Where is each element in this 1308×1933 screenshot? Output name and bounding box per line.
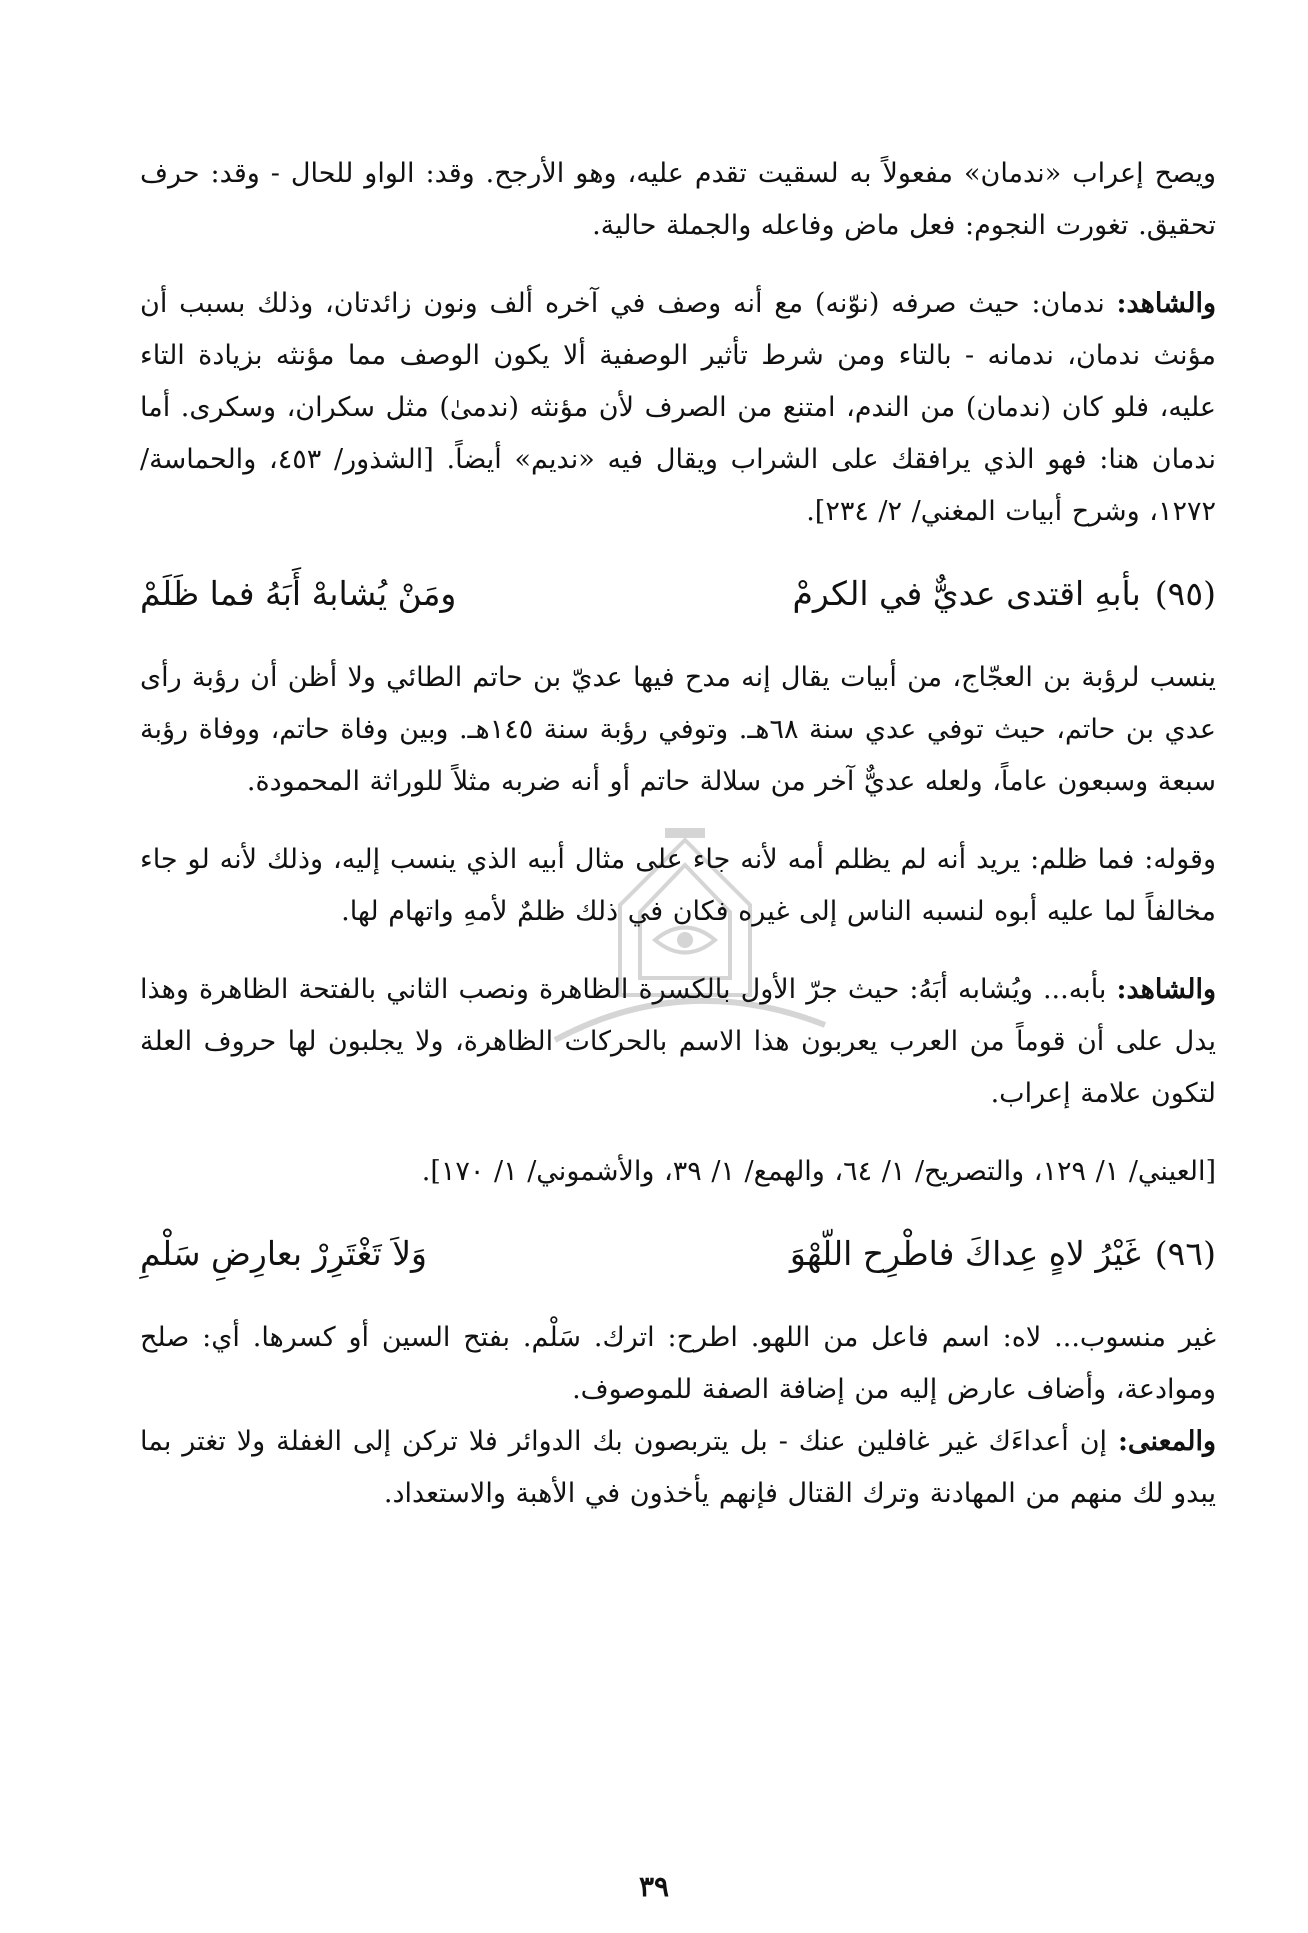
verse-first-hemistich: غَيْرُ لاهٍ عِداكَ فاطْرِح اللّهْوَ [789,1234,1141,1273]
evidence-label: والشاهد: [1116,974,1216,1005]
verse-first-hemistich: بأبهِ اقتدى عديٌّ في الكرمْ [792,574,1141,613]
evidence-text: ندمان: حيث صرفه (نوّنه) مع أنه وصف في آخره ألف ونون زائدتان، وذلك بسبب أن مؤنث ندمان، ندمانه - بالتاء ومن شرط تأثير الوصفية ألا يكون الوصف مما مؤنثه بزيادة التاء عليه، فلو كان (ندمان) من الندم، امتنع من الصرف لأن مؤنثه (ندمىٰ) مثل سكران، وسكرى. أما ندمان هنا: فهو الذي يرافقك على الشراب ويقال فيه «نديم» أيضاً. [الشذور/ ٤٥٣، والحماسة/ ١٢٧٢، وشرح أبيات المغني/ ٢/ ٢٣٤]. [140,288,1216,527]
paragraph-meaning [140,1416,1216,1520]
evidence-label: والشاهد: [1116,288,1216,319]
verse-95 [140,564,1216,624]
paragraph-attribution: ينسب لرؤبة بن العجّاج، من أبيات يقال إنه مدح فيها عديّ بن حاتم الطائي ولا أظن أن رؤبة رأى عدي بن حاتم، حيث توفي عدي سنة ٦٨هـ. وتوفي رؤبة سنة ١٤٥هـ. وبين وفاة حاتم، ووفاة رؤبة سبعة وسبعون عاماً، ولعله عديٌّ آخر من سلالة حاتم أو أنه ضربه مثلاً للوراثة المحمودة. [140,662,1216,797]
paragraph-evidence-nadman [140,278,1216,538]
verse-96 [140,1224,1216,1284]
paragraph-glossary [140,1312,1216,1416]
paragraph-case-note: ويصح إعراب «ندمان» مفعولاً به لسقيت تقدم عليه، وهو الأرجح. وقد: الواو للحال - وقد: حرف تحقيق. تغورت النجوم: فعل ماض وفاعله والجملة حالية. [140,158,1216,241]
verse-second-hemistich: وَلاَ تَغْتَرِرْ بعارِضِ سَلْمِ [140,1234,427,1273]
evidence-text: بأبه... ويُشابه أبَهُ: حيث جرّ الأول بالكسرة الظاهرة ونصب الثاني بالفتحة الظاهرة وهذا يدل على أن قوماً من العرب يعربون هذا الاسم بالحركات الظاهرة، ولا يجلبون لها حروف العلة لتكون علامة إعراب. [140,974,1216,1109]
verse-number: (٩٥) [1154,574,1216,613]
meaning-label: والمعنى: [1117,1426,1216,1457]
paragraph-references: [العيني/ ١/ ١٢٩، والتصريح/ ١/ ٦٤، والهمع/ ١/ ٣٩، والأشموني/ ١/ ١٧٠]. [421,1156,1216,1187]
document-page [140,148,1216,1933]
glossary-text: غير منسوب... لاه: اسم فاعل من اللهو. اطرح: اترك. سَلْم. بفتح السين أو كسرها. أي: صلح وموادعة، وأضاف عارض إليه من إضافة الصفة للموصوف. [140,1322,1216,1405]
paragraph-evidence-abah [140,964,1216,1120]
meaning-text: إن أعداءَك غير غافلين عنك - بل يتربصون بك الدوائر فلا تركن إلى الغفلة ولا تغتر بما يبدو لك منهم من المهادنة وترك القتال فإنهم يأخذون في الأهبة والاستعداد. [140,1426,1216,1509]
page-number: ٣٩ [638,1870,670,1903]
verse-second-hemistich: ومَنْ يُشابهْ أَبَهُ فما ظَلَمْ [140,574,457,613]
verse-number: (٩٦) [1154,1234,1216,1273]
paragraph-explanation: وقوله: فما ظلم: يريد أنه لم يظلم أمه لأنه جاء على مثال أبيه الذي ينسب إليه، وذلك لأنه لو جاء مخالفاً لما عليه أبوه لنسبه الناس إلى غيره فكان في ذلك ظلمٌ لأمهِ واتهام لها. [140,844,1216,927]
